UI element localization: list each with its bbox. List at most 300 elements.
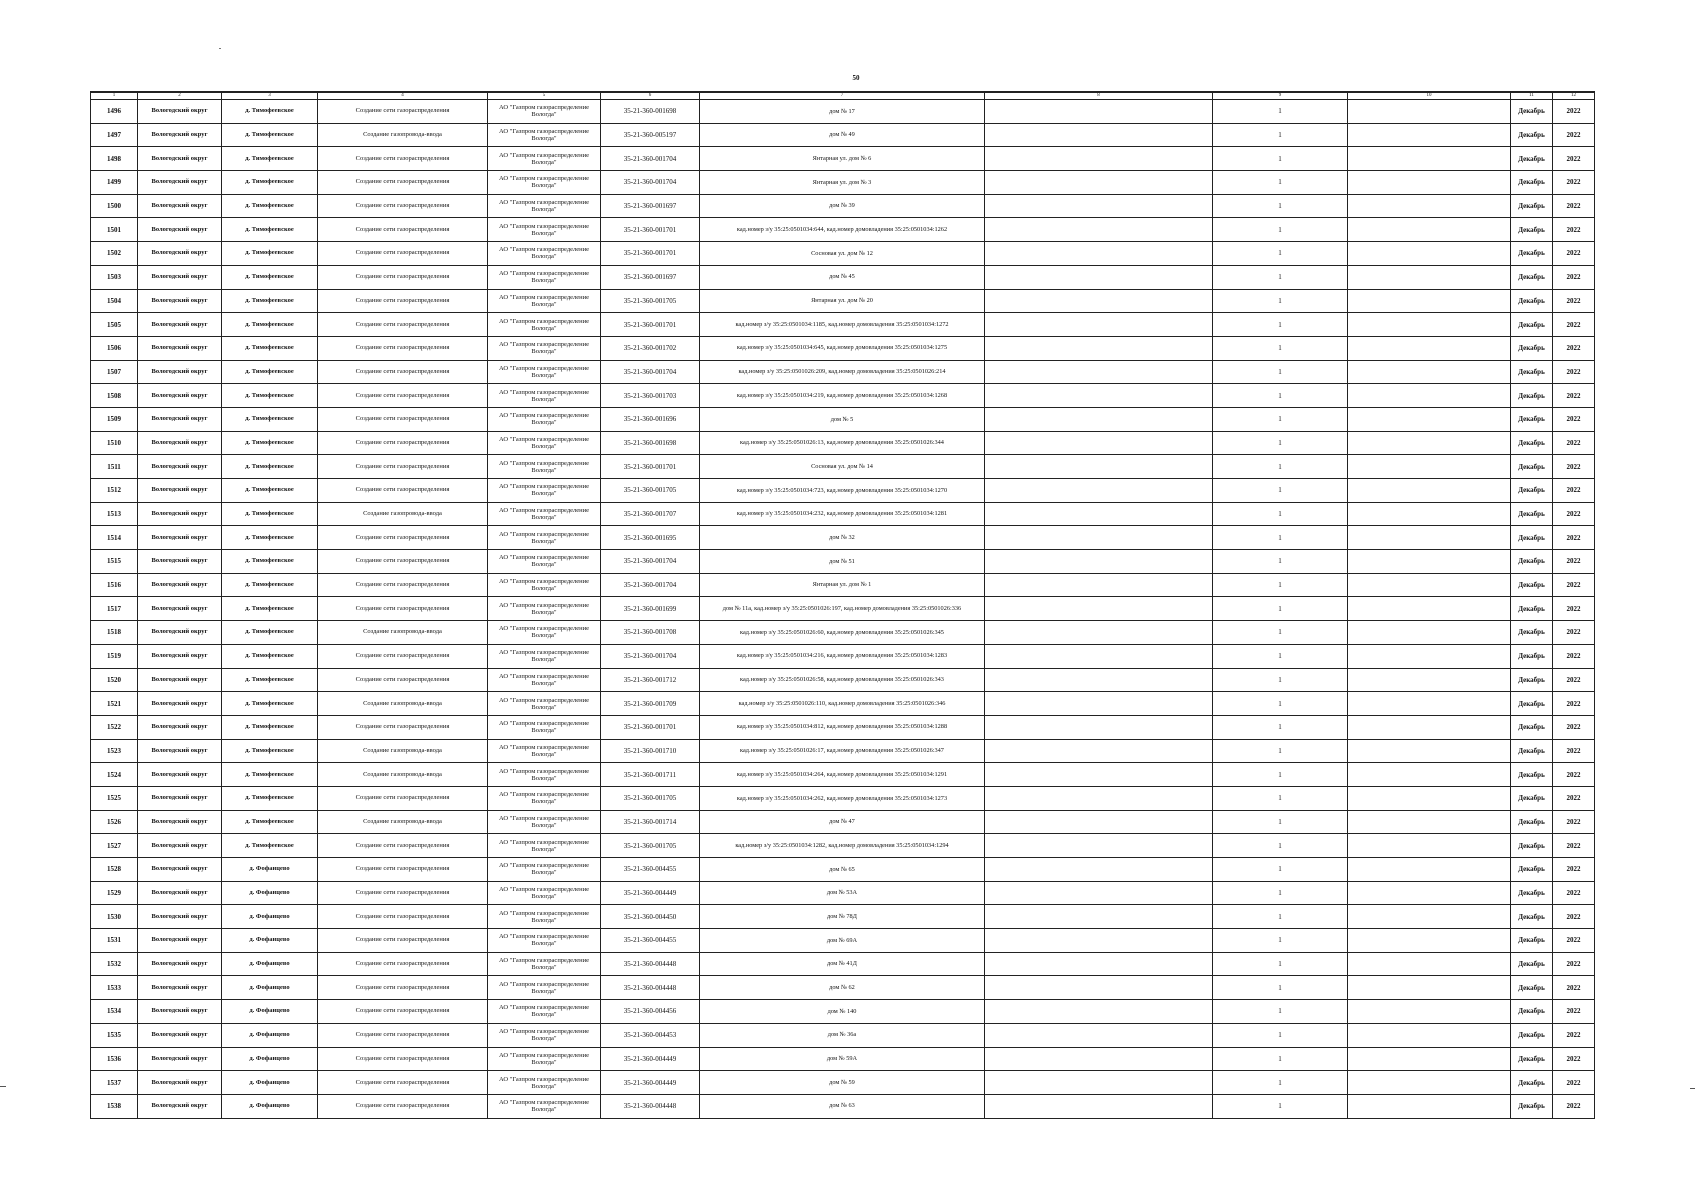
cell-purpose: Создание сети газораспределения [318,194,488,218]
cell-code: 35-21-360-001705 [601,289,700,313]
cell-purpose: Создание сети газораспределения [318,952,488,976]
cell-addr: кад.номер з/у 35:25:0501034:232, кад.номер домовладения 35:25:0501034:1281 [700,502,985,526]
cell-district: Вологодский округ [138,360,222,384]
cell-year: 2022 [1553,147,1595,171]
cell-month: Декабрь [1511,218,1553,242]
cell-num: 1506 [91,336,138,360]
cell-col10 [1348,455,1511,479]
cell-place: д. Фофанцево [222,1071,318,1095]
cell-num: 1538 [91,1094,138,1118]
cell-month: Декабрь [1511,336,1553,360]
table-body [91,100,1595,1119]
cell-qty: 1 [1213,692,1348,716]
cell-num: 1509 [91,407,138,431]
cell-month: Декабрь [1511,715,1553,739]
cell-qty: 1 [1213,929,1348,953]
cell-addr: дом № 36а [700,1023,985,1047]
cell-num: 1522 [91,715,138,739]
cell-qty: 1 [1213,668,1348,692]
cell-addr: кад.номер з/у 35:25:0501026:17, кад.номер домовладения 35:25:0501026:347 [700,739,985,763]
cell-place: д. Тимофеевское [222,123,318,147]
table-row [91,644,1595,668]
cell-qty: 1 [1213,336,1348,360]
cell-col8 [985,668,1213,692]
cell-qty: 1 [1213,786,1348,810]
cell-addr: кад.номер з/у 35:25:0501026:58, кад.номер домовладения 35:25:0501026:343 [700,668,985,692]
cell-org: АО "Газпром газораспределение Вологда" [488,763,601,787]
column-number-9: 9 [1213,92,1348,100]
cell-month: Декабрь [1511,431,1553,455]
cell-month: Декабрь [1511,597,1553,621]
cell-year: 2022 [1553,526,1595,550]
cell-addr: Янтарная ул. дом № 20 [700,289,985,313]
cell-month: Декабрь [1511,692,1553,716]
cell-num: 1528 [91,858,138,882]
cell-place: д. Тимофеевское [222,336,318,360]
cell-col10 [1348,1023,1511,1047]
cell-addr: дом № 49 [700,123,985,147]
cell-col10 [1348,502,1511,526]
cell-col8 [985,1094,1213,1118]
cell-code: 35-21-360-001698 [601,100,700,124]
cell-district: Вологодский округ [138,976,222,1000]
cell-col8 [985,407,1213,431]
cell-place: д. Тимофеевское [222,526,318,550]
cell-place: д. Фофанцево [222,1094,318,1118]
cell-district: Вологодский округ [138,1000,222,1024]
table-row [91,289,1595,313]
cell-qty: 1 [1213,526,1348,550]
scan-edge-mark [1690,1088,1695,1089]
cell-purpose: Создание сети газораспределения [318,929,488,953]
cell-district: Вологодский округ [138,502,222,526]
cell-addr: кад.номер з/у 35:25:0501034:1282, кад.номер домовладения 35:25:0501034:1294 [700,834,985,858]
cell-place: д. Тимофеевское [222,407,318,431]
table-row [91,858,1595,882]
page-number: 50 [852,74,860,82]
cell-year: 2022 [1553,407,1595,431]
cell-num: 1536 [91,1047,138,1071]
cell-col8 [985,858,1213,882]
cell-addr: дом № 41Д [700,952,985,976]
cell-col8 [985,384,1213,408]
cell-year: 2022 [1553,763,1595,787]
cell-qty: 1 [1213,550,1348,574]
cell-year: 2022 [1553,976,1595,1000]
cell-code: 35-21-360-001705 [601,834,700,858]
cell-addr: дом № 69А [700,929,985,953]
cell-district: Вологодский округ [138,171,222,195]
cell-qty: 1 [1213,289,1348,313]
cell-addr: дом № 140 [700,1000,985,1024]
cell-year: 2022 [1553,218,1595,242]
cell-district: Вологодский округ [138,100,222,124]
cell-qty: 1 [1213,881,1348,905]
cell-col8 [985,573,1213,597]
table-row [91,786,1595,810]
cell-district: Вологодский округ [138,265,222,289]
cell-col8 [985,218,1213,242]
cell-org: АО "Газпром газораспределение Вологда" [488,407,601,431]
cell-month: Декабрь [1511,455,1553,479]
cell-code: 35-21-360-001696 [601,407,700,431]
cell-col10 [1348,786,1511,810]
cell-addr: дом № 39 [700,194,985,218]
cell-month: Декабрь [1511,786,1553,810]
cell-qty: 1 [1213,597,1348,621]
cell-qty: 1 [1213,1023,1348,1047]
cell-place: д. Фофанцево [222,858,318,882]
cell-org: АО "Газпром газораспределение Вологда" [488,479,601,503]
gasification-schedule-table [90,91,1595,1119]
cell-org: АО "Газпром газораспределение Вологда" [488,905,601,929]
table-row [91,597,1595,621]
cell-col8 [985,1023,1213,1047]
cell-code: 35-21-360-001698 [601,431,700,455]
cell-place: д. Тимофеевское [222,313,318,337]
cell-place: д. Тимофеевское [222,218,318,242]
cell-addr: дом № 47 [700,810,985,834]
cell-code: 35-21-360-001697 [601,265,700,289]
cell-code: 35-21-360-004449 [601,881,700,905]
cell-org: АО "Газпром газораспределение Вологда" [488,147,601,171]
cell-addr: Янтарная ул. дом № 6 [700,147,985,171]
cell-col10 [1348,810,1511,834]
cell-place: д. Тимофеевское [222,431,318,455]
cell-code: 35-21-360-005197 [601,123,700,147]
cell-district: Вологодский округ [138,810,222,834]
cell-col8 [985,621,1213,645]
cell-place: д. Тимофеевское [222,692,318,716]
cell-col8 [985,360,1213,384]
cell-num: 1530 [91,905,138,929]
column-number-12: 12 [1553,92,1595,100]
cell-qty: 1 [1213,573,1348,597]
cell-num: 1529 [91,881,138,905]
cell-place: д. Тимофеевское [222,573,318,597]
cell-month: Декабрь [1511,763,1553,787]
cell-col10 [1348,573,1511,597]
cell-qty: 1 [1213,479,1348,503]
cell-year: 2022 [1553,668,1595,692]
cell-year: 2022 [1553,786,1595,810]
cell-qty: 1 [1213,739,1348,763]
cell-year: 2022 [1553,905,1595,929]
cell-col8 [985,100,1213,124]
table-row [91,929,1595,953]
cell-district: Вологодский округ [138,597,222,621]
cell-purpose: Создание сети газораспределения [318,550,488,574]
table-row [91,479,1595,503]
cell-num: 1514 [91,526,138,550]
table-row [91,1023,1595,1047]
cell-col8 [985,905,1213,929]
cell-addr: кад.номер з/у 35:25:0501034:644, кад.номер домовладения 35:25:0501034:1262 [700,218,985,242]
cell-district: Вологодский округ [138,929,222,953]
cell-num: 1499 [91,171,138,195]
cell-addr: кад.номер з/у 35:25:0501034:264, кад.номер домовладения 35:25:0501034:1291 [700,763,985,787]
cell-col8 [985,881,1213,905]
cell-org: АО "Газпром газораспределение Вологда" [488,502,601,526]
cell-purpose: Создание сети газораспределения [318,881,488,905]
cell-district: Вологодский округ [138,1023,222,1047]
cell-purpose: Создание сети газораспределения [318,976,488,1000]
table-row [91,739,1595,763]
cell-place: д. Тимофеевское [222,502,318,526]
cell-col8 [985,1047,1213,1071]
cell-org: АО "Газпром газораспределение Вологда" [488,336,601,360]
cell-num: 1513 [91,502,138,526]
cell-month: Декабрь [1511,502,1553,526]
cell-year: 2022 [1553,1047,1595,1071]
cell-col10 [1348,1000,1511,1024]
cell-qty: 1 [1213,194,1348,218]
cell-district: Вологодский округ [138,786,222,810]
cell-code: 35-21-360-004449 [601,1071,700,1095]
cell-year: 2022 [1553,100,1595,124]
cell-col10 [1348,692,1511,716]
cell-code: 35-21-360-001704 [601,573,700,597]
cell-num: 1537 [91,1071,138,1095]
table-row [91,905,1595,929]
cell-addr: кад.номер з/у 35:25:0501026:60, кад.номер домовладения 35:25:0501026:345 [700,621,985,645]
cell-place: д. Тимофеевское [222,147,318,171]
cell-month: Декабрь [1511,123,1553,147]
cell-qty: 1 [1213,810,1348,834]
cell-addr: кад.номер з/у 35:25:0501034:262, кад.номер домовладения 35:25:0501034:1273 [700,786,985,810]
cell-qty: 1 [1213,242,1348,266]
cell-month: Декабрь [1511,905,1553,929]
cell-addr: кад.номер з/у 35:25:0501034:812, кад.номер домовладения 35:25:0501034:1288 [700,715,985,739]
table-row [91,171,1595,195]
cell-org: АО "Газпром газораспределение Вологда" [488,289,601,313]
cell-org: АО "Газпром газораспределение Вологда" [488,265,601,289]
cell-place: д. Тимофеевское [222,455,318,479]
table-row [91,455,1595,479]
cell-year: 2022 [1553,692,1595,716]
cell-col10 [1348,739,1511,763]
cell-district: Вологодский округ [138,952,222,976]
cell-code: 35-21-360-001714 [601,810,700,834]
cell-district: Вологодский округ [138,621,222,645]
cell-num: 1497 [91,123,138,147]
cell-num: 1535 [91,1023,138,1047]
cell-addr: дом № 5 [700,407,985,431]
cell-col8 [985,455,1213,479]
cell-code: 35-21-360-001703 [601,384,700,408]
cell-month: Декабрь [1511,621,1553,645]
cell-col10 [1348,313,1511,337]
cell-col8 [985,1071,1213,1095]
cell-month: Декабрь [1511,360,1553,384]
cell-year: 2022 [1553,384,1595,408]
cell-purpose: Создание сети газораспределения [318,147,488,171]
column-number-11: 11 [1511,92,1553,100]
cell-purpose: Создание сети газораспределения [318,573,488,597]
column-number-2: 2 [138,92,222,100]
cell-purpose: Создание сети газораспределения [318,905,488,929]
cell-purpose: Создание сети газораспределения [318,218,488,242]
cell-year: 2022 [1553,1023,1595,1047]
cell-code: 35-21-360-001712 [601,668,700,692]
table-row [91,573,1595,597]
cell-purpose: Создание сети газораспределения [318,384,488,408]
cell-num: 1533 [91,976,138,1000]
cell-month: Декабрь [1511,384,1553,408]
cell-place: д. Тимофеевское [222,786,318,810]
cell-num: 1516 [91,573,138,597]
cell-col10 [1348,147,1511,171]
cell-col8 [985,194,1213,218]
cell-org: АО "Газпром газораспределение Вологда" [488,668,601,692]
cell-purpose: Создание газопровода-ввода [318,692,488,716]
cell-addr: дом № 45 [700,265,985,289]
cell-col8 [985,289,1213,313]
cell-num: 1526 [91,810,138,834]
cell-col8 [985,810,1213,834]
cell-place: д. Тимофеевское [222,360,318,384]
cell-num: 1498 [91,147,138,171]
cell-col10 [1348,171,1511,195]
cell-num: 1518 [91,621,138,645]
cell-qty: 1 [1213,455,1348,479]
cell-month: Декабрь [1511,526,1553,550]
cell-purpose: Создание газопровода-ввода [318,123,488,147]
cell-year: 2022 [1553,573,1595,597]
cell-org: АО "Газпром газораспределение Вологда" [488,786,601,810]
cell-place: д. Тимофеевское [222,621,318,645]
cell-place: д. Тимофеевское [222,810,318,834]
cell-district: Вологодский округ [138,194,222,218]
cell-num: 1531 [91,929,138,953]
cell-num: 1512 [91,479,138,503]
cell-district: Вологодский округ [138,336,222,360]
cell-col10 [1348,1094,1511,1118]
cell-code: 35-21-360-001701 [601,455,700,479]
cell-col8 [985,526,1213,550]
cell-col10 [1348,763,1511,787]
cell-col10 [1348,479,1511,503]
cell-org: АО "Газпром газораспределение Вологда" [488,810,601,834]
cell-org: АО "Газпром газораспределение Вологда" [488,573,601,597]
cell-month: Декабрь [1511,313,1553,337]
cell-qty: 1 [1213,905,1348,929]
cell-year: 2022 [1553,1071,1595,1095]
cell-col10 [1348,1047,1511,1071]
cell-org: АО "Газпром газораспределение Вологда" [488,739,601,763]
cell-year: 2022 [1553,1094,1595,1118]
cell-year: 2022 [1553,550,1595,574]
cell-year: 2022 [1553,455,1595,479]
table-row [91,265,1595,289]
table-row [91,1047,1595,1071]
cell-code: 35-21-360-001709 [601,692,700,716]
table-row [91,692,1595,716]
cell-year: 2022 [1553,289,1595,313]
cell-num: 1519 [91,644,138,668]
cell-year: 2022 [1553,242,1595,266]
cell-col10 [1348,360,1511,384]
cell-col10 [1348,715,1511,739]
cell-org: АО "Газпром газораспределение Вологда" [488,858,601,882]
cell-col8 [985,1000,1213,1024]
cell-col10 [1348,123,1511,147]
cell-month: Декабрь [1511,976,1553,1000]
table-row [91,218,1595,242]
cell-place: д. Фофанцево [222,1000,318,1024]
cell-month: Декабрь [1511,1023,1553,1047]
cell-num: 1524 [91,763,138,787]
cell-place: д. Фофанцево [222,905,318,929]
cell-qty: 1 [1213,431,1348,455]
cell-col10 [1348,621,1511,645]
cell-purpose: Создание сети газораспределения [318,526,488,550]
cell-org: АО "Газпром газораспределение Вологда" [488,644,601,668]
cell-purpose: Создание сети газораспределения [318,100,488,124]
cell-num: 1505 [91,313,138,337]
cell-district: Вологодский округ [138,905,222,929]
cell-code: 35-21-360-004453 [601,1023,700,1047]
cell-year: 2022 [1553,715,1595,739]
cell-year: 2022 [1553,881,1595,905]
cell-col8 [985,952,1213,976]
cell-district: Вологодский округ [138,431,222,455]
cell-month: Декабрь [1511,952,1553,976]
cell-addr: дом № 65 [700,858,985,882]
cell-code: 35-21-360-001710 [601,739,700,763]
cell-purpose: Создание сети газораспределения [318,597,488,621]
cell-place: д. Фофанцево [222,929,318,953]
cell-year: 2022 [1553,336,1595,360]
cell-place: д. Фофанцево [222,976,318,1000]
cell-month: Декабрь [1511,1094,1553,1118]
table-row [91,952,1595,976]
cell-col10 [1348,289,1511,313]
cell-year: 2022 [1553,502,1595,526]
table-row [91,976,1595,1000]
cell-code: 35-21-360-001705 [601,479,700,503]
cell-col8 [985,763,1213,787]
cell-org: АО "Газпром газораспределение Вологда" [488,1071,601,1095]
cell-addr: дом № 32 [700,526,985,550]
cell-year: 2022 [1553,479,1595,503]
cell-col10 [1348,668,1511,692]
cell-qty: 1 [1213,1071,1348,1095]
cell-col8 [985,171,1213,195]
cell-addr: дом № 17 [700,100,985,124]
cell-district: Вологодский округ [138,573,222,597]
cell-code: 35-21-360-001701 [601,715,700,739]
cell-purpose: Создание сети газораспределения [318,715,488,739]
cell-col10 [1348,834,1511,858]
cell-year: 2022 [1553,431,1595,455]
cell-qty: 1 [1213,100,1348,124]
cell-district: Вологодский округ [138,147,222,171]
cell-qty: 1 [1213,715,1348,739]
cell-year: 2022 [1553,360,1595,384]
cell-code: 35-21-360-001708 [601,621,700,645]
cell-month: Декабрь [1511,644,1553,668]
column-number-7: 7 [700,92,985,100]
cell-org: АО "Газпром газораспределение Вологда" [488,692,601,716]
cell-month: Декабрь [1511,147,1553,171]
cell-col10 [1348,384,1511,408]
cell-org: АО "Газпром газораспределение Вологда" [488,597,601,621]
column-number-row [91,92,1595,100]
cell-org: АО "Газпром газораспределение Вологда" [488,313,601,337]
cell-month: Декабрь [1511,881,1553,905]
cell-qty: 1 [1213,360,1348,384]
